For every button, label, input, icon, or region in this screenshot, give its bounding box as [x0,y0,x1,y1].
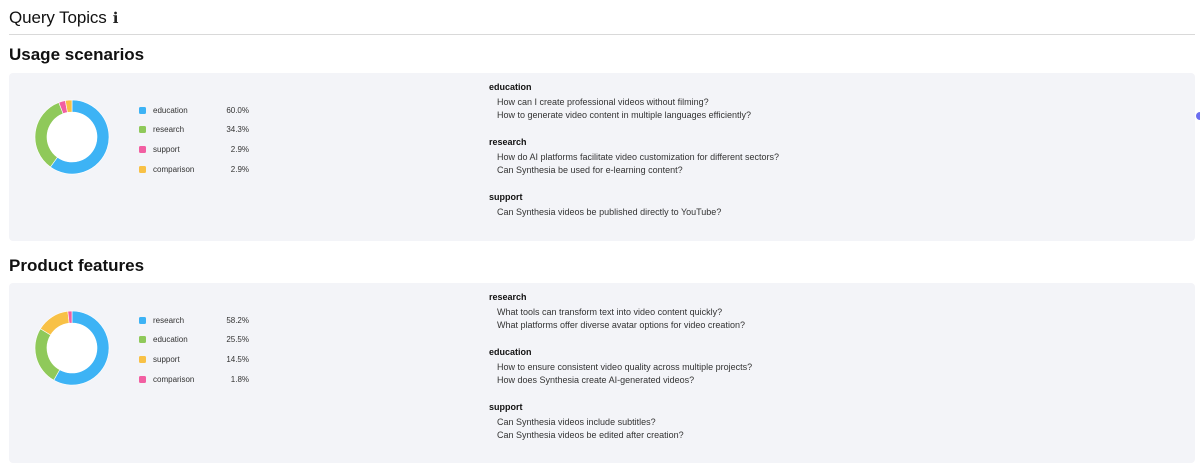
legend-value: 34.3% [226,125,249,135]
topic-question: How do AI platforms facilitate video customization for different sectors? [497,152,779,162]
product-features-donut-chart [34,310,110,386]
legend-value: 1.8% [230,374,249,384]
usage-scenarios-legend-item-education[interactable] [139,103,249,117]
product-features-legend-item-education[interactable] [139,333,249,347]
topic-group-research [489,136,1179,177]
legend-label: support [153,144,180,154]
legend-swatch [139,146,146,153]
legend-swatch [139,166,146,173]
usage-scenarios-topics [489,81,1179,233]
topic-question: What tools can transform text into video content quickly? [497,307,723,317]
topic-question: Can Synthesia videos be published directly to YouTube? [497,207,722,217]
product-features-panel [9,283,1195,463]
page-title: Query Topics [9,8,107,27]
topic-question: What platforms offer diverse avatar options for video creation? [497,320,745,330]
usage-scenarios-donut-chart [34,99,110,175]
topic-group-support [489,191,1179,219]
legend-swatch [139,126,146,133]
topic-category: support [489,192,523,202]
info-icon[interactable]: ℹ [112,9,119,27]
legend-value: 25.5% [226,335,249,345]
legend-label: education [153,335,188,345]
page-header [9,6,118,30]
topic-category: research [489,292,527,302]
legend-swatch [139,356,146,363]
topic-question: Can Synthesia be used for e-learning content? [497,165,683,175]
topic-category: research [489,137,527,147]
header-divider [9,34,1195,35]
product-features-donut-hole [47,323,97,373]
topic-category: education [489,82,532,92]
section-title-usage-scenarios: Usage scenarios [9,45,145,64]
section-title-product-features: Product features [9,256,145,275]
topic-category: education [489,347,532,357]
legend-swatch [139,107,146,114]
legend-label: comparison [153,374,195,384]
topic-question: How to generate video content in multiple languages efficiently? [497,110,751,120]
product-features-legend [139,313,249,383]
usage-scenarios-legend-item-support[interactable] [139,142,249,156]
product-features-topics [489,291,1179,456]
topic-question: How can I create professional videos without filming? [497,97,709,107]
topic-group-education [489,81,1179,122]
topic-group-education [489,346,1179,387]
topic-group-support [489,401,1179,442]
usage-scenarios-donut-hole [47,112,97,162]
legend-swatch [139,317,146,324]
legend-label: research [153,315,185,325]
topic-question: Can Synthesia videos include subtitles? [497,417,656,427]
usage-scenarios-legend-item-comparison[interactable] [139,162,249,176]
usage-scenarios-panel [9,73,1195,241]
topic-category: support [489,402,523,412]
legend-value: 14.5% [226,354,249,364]
legend-swatch [139,336,146,343]
product-features-legend-item-research[interactable] [139,313,249,327]
topic-question: How to ensure consistent video quality across multiple projects? [497,362,753,372]
legend-value: 60.0% [226,105,249,115]
legend-value: 2.9% [230,164,249,174]
legend-swatch [139,376,146,383]
product-features-legend-item-comparison[interactable] [139,372,249,386]
usage-scenarios-legend [139,103,249,173]
legend-value: 58.2% [226,315,249,325]
topic-question: How does Synthesia create AI-generated videos? [497,375,695,385]
legend-label: support [153,354,180,364]
topic-group-research [489,291,1179,332]
usage-scenarios-legend-item-research[interactable] [139,123,249,137]
scroll-edge-handle[interactable] [1196,112,1200,120]
legend-label: education [153,105,188,115]
topic-question: Can Synthesia videos be edited after creation? [497,430,684,440]
legend-label: research [153,125,185,135]
legend-value: 2.9% [230,144,249,154]
product-features-legend-item-support[interactable] [139,352,249,366]
legend-label: comparison [153,164,195,174]
